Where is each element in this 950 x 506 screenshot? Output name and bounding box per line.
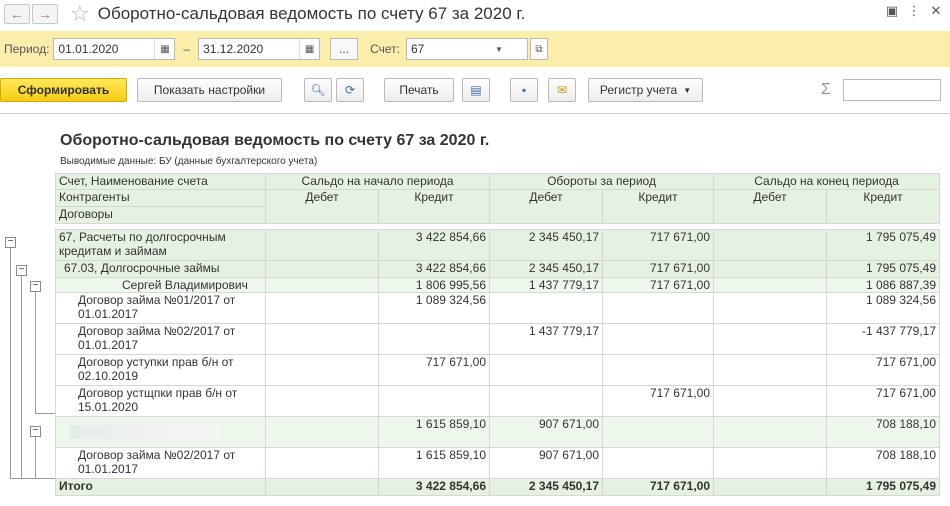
cell-end-credit: 708 188,10	[827, 448, 940, 479]
header-credit: Кредит	[827, 190, 940, 224]
tree-line	[35, 413, 55, 414]
cell-turnover-debit: 907 671,00	[490, 448, 603, 479]
cell-end-debit	[714, 278, 827, 293]
total-start-debit	[266, 479, 379, 496]
row-name: Договор займа №02/2017 от 01.01.2017	[56, 324, 266, 355]
row-name: 67, Расчеты по долгосрочным кредитам и займам	[56, 230, 266, 261]
open-account-button[interactable]	[530, 38, 548, 60]
cell-start-debit	[266, 230, 379, 261]
tree-line	[21, 272, 22, 479]
cell-turnover-credit: 717 671,00	[603, 261, 714, 278]
row-name: Договор уступки прав б/н от 02.10.2019	[56, 355, 266, 386]
window-title: Оборотно-сальдовая ведомость по счету 67 за 2020 г.	[97, 4, 526, 23]
cell-end-credit: 708 188,10	[827, 417, 940, 448]
floppy-disk-icon: ▪	[521, 83, 527, 97]
total-label: Итого	[56, 479, 266, 496]
osv-table	[55, 173, 940, 496]
header-turnover: Обороты за период	[490, 174, 714, 190]
redacted-text	[70, 425, 220, 439]
collapse-counterparty-icon[interactable]: −	[30, 426, 41, 437]
toolbar	[0, 75, 950, 105]
header-start-balance: Сальдо на начало периода	[266, 174, 490, 190]
cell-end-credit: -1 437 779,17	[827, 324, 940, 355]
cell-end-credit: 1 089 324,56	[827, 293, 940, 324]
register-dropdown[interactable]	[588, 78, 703, 102]
header-credit: Кредит	[379, 190, 490, 224]
cell-turnover-debit	[490, 355, 603, 386]
report-subtitle: Выводимые данные: БУ (данные бухгалтерского учета)	[60, 156, 318, 167]
row-name: Договор займа №01/2017 от 01.01.2017	[56, 293, 266, 324]
table-row[interactable]	[56, 278, 940, 293]
save-button[interactable]	[510, 78, 538, 102]
table-row[interactable]	[56, 386, 940, 417]
tree-line	[35, 288, 36, 414]
chevron-down-icon: ▼	[683, 85, 692, 95]
cell-end-debit	[714, 355, 827, 386]
save-window-icon[interactable]: ▣	[885, 3, 899, 18]
cell-turnover-credit	[603, 355, 714, 386]
cell-end-credit: 1 795 075,49	[827, 261, 940, 278]
collapse-account-67-icon[interactable]: −	[5, 237, 16, 248]
cell-end-debit	[714, 448, 827, 479]
cell-end-debit	[714, 261, 827, 278]
total-end-credit: 1 795 075,49	[827, 479, 940, 496]
register-label: Регистр учета	[599, 83, 678, 97]
table-row[interactable]	[56, 355, 940, 386]
preview-button[interactable]	[462, 78, 490, 102]
report-area	[0, 113, 950, 506]
row-name-redacted	[56, 417, 266, 448]
report-title: Оборотно-сальдовая ведомость по счету 67 за 2020 г.	[60, 132, 490, 149]
header-debit: Дебет	[490, 190, 603, 224]
row-name: 67.03, Долгосрочные займы	[56, 261, 266, 278]
account-value: 67	[411, 42, 425, 56]
period-from-input[interactable]	[53, 38, 175, 60]
period-select-button[interactable]: ...	[330, 38, 358, 60]
cell-turnover-debit: 2 345 450,17	[490, 261, 603, 278]
total-turnover-debit: 2 345 450,17	[490, 479, 603, 496]
header-contracts: Договоры	[56, 207, 266, 224]
cell-start-debit	[266, 293, 379, 324]
back-button[interactable]	[4, 4, 30, 24]
header-row	[56, 190, 940, 207]
cell-start-debit	[266, 324, 379, 355]
cell-turnover-debit: 907 671,00	[490, 417, 603, 448]
table-row[interactable]	[56, 448, 940, 479]
print-button[interactable]: Печать	[384, 78, 454, 102]
search-icon: 🔍︎	[310, 83, 326, 97]
cell-end-debit	[714, 386, 827, 417]
calendar-icon[interactable]: ▦	[299, 39, 319, 59]
row-name: Сергей Владимирович	[56, 278, 266, 293]
cell-start-credit	[379, 386, 490, 417]
header-account: Счет, Наименование счета	[56, 174, 266, 190]
forward-button[interactable]	[32, 4, 58, 24]
collapse-counterparty-icon[interactable]: −	[30, 281, 41, 292]
table-row[interactable]	[56, 293, 940, 324]
cell-end-credit: 717 671,00	[827, 355, 940, 386]
tree-line	[35, 435, 36, 479]
cell-start-credit: 717 671,00	[379, 355, 490, 386]
cell-start-credit: 1 089 324,56	[379, 293, 490, 324]
open-window-icon: ⧉	[535, 43, 543, 55]
row-name: Договор займа №02/2017 от 01.01.2017	[56, 448, 266, 479]
arrow-right-icon: →	[38, 6, 52, 22]
arrow-left-icon: ←	[10, 6, 24, 22]
search-clear-button[interactable]	[336, 78, 364, 102]
period-from-value: 01.01.2020	[58, 42, 119, 56]
cell-end-credit: 717 671,00	[827, 386, 940, 417]
total-turnover-credit: 717 671,00	[603, 479, 714, 496]
cell-start-credit: 1 615 859,10	[379, 448, 490, 479]
cell-start-credit: 3 422 854,66	[379, 230, 490, 261]
title-bar	[0, 0, 950, 28]
cell-start-debit	[266, 261, 379, 278]
envelope-icon: ✉	[556, 83, 568, 97]
account-input[interactable]	[406, 38, 528, 60]
cell-start-debit	[266, 355, 379, 386]
cell-end-debit	[714, 417, 827, 448]
cell-end-debit	[714, 230, 827, 261]
cell-start-credit: 1 806 995,56	[379, 278, 490, 293]
show-settings-button[interactable]: Показать настройки	[137, 78, 282, 102]
cell-end-credit: 1 795 075,49	[827, 230, 940, 261]
row-name: Договор устщпки прав б/н от 15.01.2020	[56, 386, 266, 417]
calendar-icon[interactable]: ▦	[154, 39, 174, 59]
table-row[interactable]	[56, 230, 940, 261]
header-row	[56, 174, 940, 190]
table-row[interactable]	[56, 261, 940, 278]
cell-turnover-credit: 717 671,00	[603, 230, 714, 261]
cell-turnover-credit	[603, 293, 714, 324]
cell-turnover-debit	[490, 293, 603, 324]
total-start-credit: 3 422 854,66	[379, 479, 490, 496]
period-to-input[interactable]	[198, 38, 320, 60]
cell-turnover-debit: 1 437 779,17	[490, 278, 603, 293]
cell-start-credit	[379, 324, 490, 355]
print-preview-icon: ▤	[470, 83, 482, 97]
cell-end-debit	[714, 293, 827, 324]
total-end-debit	[714, 479, 827, 496]
cell-start-debit	[266, 278, 379, 293]
cell-start-debit	[266, 417, 379, 448]
cell-start-credit: 3 422 854,66	[379, 261, 490, 278]
header-debit: Дебет	[266, 190, 379, 224]
cell-start-debit	[266, 448, 379, 479]
cell-turnover-debit: 1 437 779,17	[490, 324, 603, 355]
cell-turnover-debit: 2 345 450,17	[490, 230, 603, 261]
header-counterparties: Контрагенты	[56, 190, 266, 207]
sigma-icon: Σ	[821, 81, 831, 98]
cell-start-debit	[266, 386, 379, 417]
cell-turnover-debit	[490, 386, 603, 417]
tree-line	[10, 244, 11, 479]
search-button[interactable]	[304, 78, 332, 102]
table-row[interactable]	[56, 324, 940, 355]
cell-start-credit: 1 615 859,10	[379, 417, 490, 448]
period-to-value: 31.12.2020	[203, 42, 264, 56]
favorite-star-icon[interactable]: ☆	[70, 1, 90, 26]
period-label: Период:	[4, 42, 50, 56]
close-icon[interactable]: ✕	[930, 3, 942, 18]
cell-turnover-credit: 717 671,00	[603, 386, 714, 417]
cell-turnover-credit: 717 671,00	[603, 278, 714, 293]
grouping-tree	[0, 114, 55, 506]
cell-turnover-credit	[603, 417, 714, 448]
collapse-subaccount-icon[interactable]: −	[16, 265, 27, 276]
header-debit: Дебет	[714, 190, 827, 224]
cell-turnover-credit	[603, 324, 714, 355]
header-credit: Кредит	[603, 190, 714, 224]
cell-turnover-credit	[603, 448, 714, 479]
total-row[interactable]	[56, 479, 940, 496]
table-row[interactable]	[56, 417, 940, 448]
chevron-down-icon[interactable]: ▼	[495, 44, 503, 54]
tree-line	[21, 478, 55, 479]
header-end-balance: Сальдо на конец периода	[714, 174, 940, 190]
account-label: Счет:	[370, 42, 400, 56]
cell-end-debit	[714, 324, 827, 355]
period-bar	[0, 31, 950, 67]
search-refresh-icon: ⟳	[344, 83, 356, 97]
more-menu-icon[interactable]: ⋮	[907, 3, 921, 18]
period-dash: –	[183, 42, 191, 56]
cell-end-credit: 1 086 887,39	[827, 278, 940, 293]
send-email-button[interactable]	[548, 78, 576, 102]
sum-field	[843, 79, 941, 101]
generate-button[interactable]: Сформировать	[0, 78, 127, 102]
